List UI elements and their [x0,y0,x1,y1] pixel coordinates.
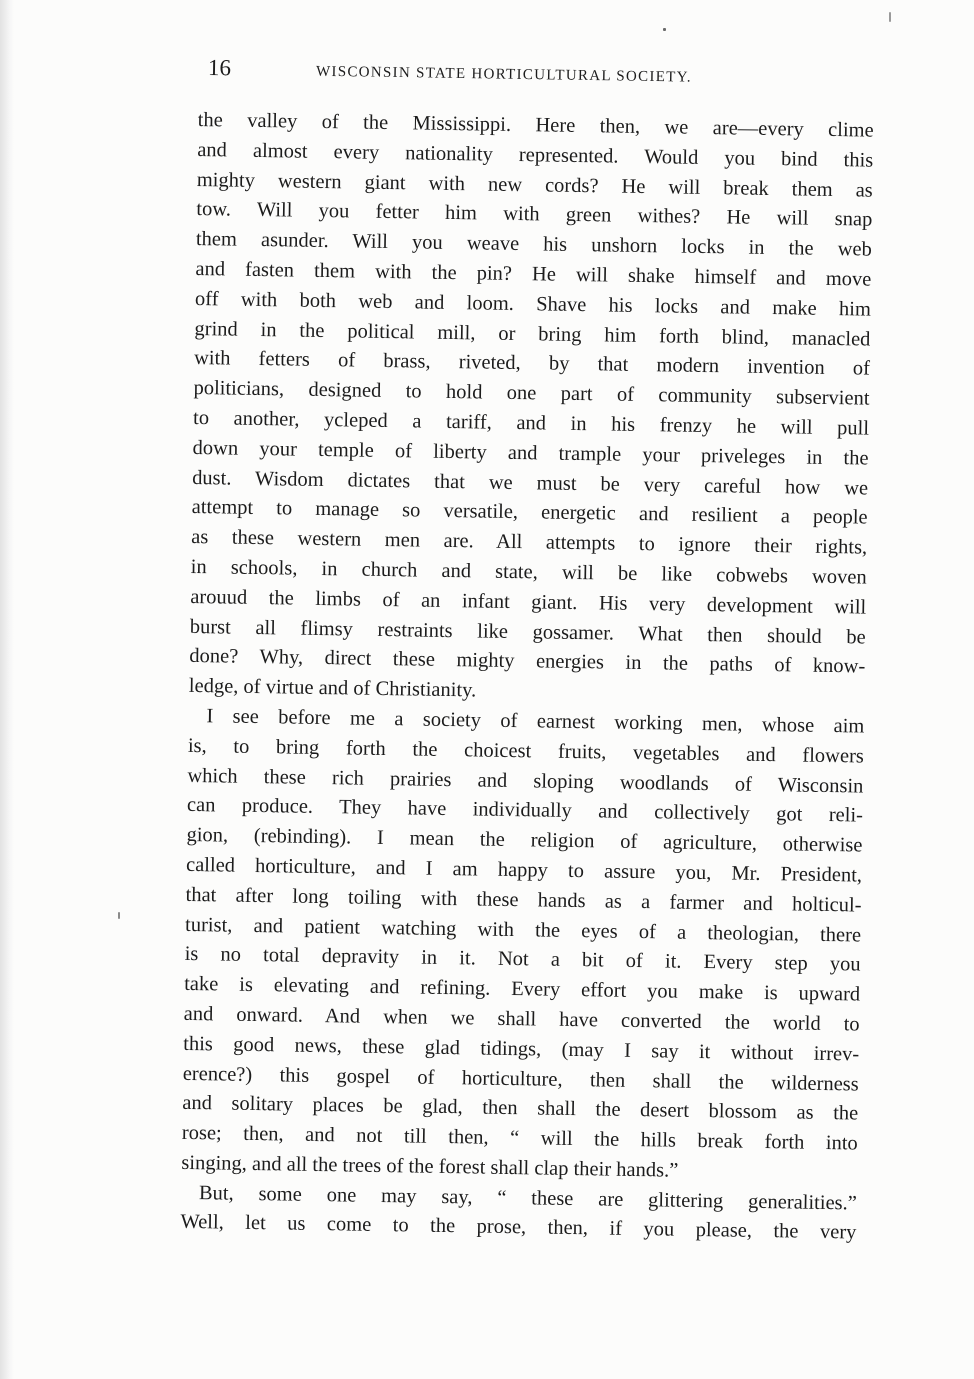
text-line: burst all flimsy restraints like gossamer. What then should be [189,615,866,649]
text-line: that after long toiling with these hands as a farmer and holticul- [185,883,862,917]
text-line: and almost every nationality represented. Would you bind this [197,138,874,172]
text-line: to another, ycleped a tariff, and in his frenzy he will pull [192,406,870,440]
text-line: and fasten them with the pin? He will shake himself and move [195,257,872,291]
text-line: arouud the limbs of an infant giant. His very development will [190,585,867,619]
text-line: erence?) this gospel of horticulture, then shall the wilderness [182,1062,859,1095]
text-line: this good news, these glad tidings, (may I say it without irrev- [183,1032,860,1066]
paragraph-end-line: ledge, of virtue and of Christianity. [188,675,477,702]
text-line: done? Why, direct these mighty energies in the paths of know- [189,645,866,678]
text-line: politicians, designed to hold one part of community subservient [193,377,870,410]
scan-speck [889,12,891,22]
text-line: called horticulture, and I am happy to assure you, Mr. President, [185,853,863,887]
text-line: and onward. And when we shall have converted the world to [183,1002,860,1036]
text-line: as these western men are. All attempts to ignore their rights, [191,526,868,559]
text-line: is, to bring forth the choicest fruits, vegetables and flowers [187,734,865,768]
text-line: and solitary places be glad, then shall the desert blossom as the [182,1092,859,1125]
text-line: grind in the political mill, or bring him forth blind, manacled [194,317,871,351]
text-line: in schools, in church and state, will be like cobwebs woven [190,555,867,589]
paragraph-end-line: singing, and all the trees of the forest shall clap their hands.” [181,1151,679,1182]
text-line: is no total depravity in it. Not a bit of it. Every step you [184,943,861,976]
scan-speck [663,28,666,31]
text-line: with fetters of brass, riveted, by that modern invention of [193,347,871,380]
text-line: can produce. They have individually and collectively got reli- [186,794,864,827]
page-header [208,55,778,96]
text-line: mighty western giant with new cords? He will break them as [196,168,873,202]
text-line: them asunder. Will you weave his unshorn locks in the web [195,228,872,261]
body-text [180,106,874,1249]
page-number: 16 [207,55,232,81]
text-line: gion, (rebinding). I mean the religion of agriculture, otherwise [186,824,863,857]
text-line: the valley of the Mississippi. Here then, we are—every clime [197,108,874,142]
page-left-edge-shadow [0,0,14,1379]
running-head: WISCONSIN STATE HORTICULTURAL SOCIETY. [315,63,693,86]
text-line: attempt to manage so versatile, energetic and resilient a people [191,496,868,529]
text-line: dust. Wisdom dictates that we must be very careful how we [191,466,869,500]
paragraph-start-line: I see before me a society of earnest working men, whose aim [206,705,865,738]
text-line: which these rich prairies and sloping woodlands of Wisconsin [187,764,864,798]
text-line: rose; then, and not till then, “ will the hills break forth into [181,1121,858,1155]
scan-speck [118,912,120,919]
paragraph-start-line: But, some one may say, “ these are glittering generalities.” [198,1181,858,1215]
text-line: down your temple of liberty and trample your priveleges in the [192,436,869,470]
text-line: turist, and patient watching with the eyes of a theologian, there [184,913,862,947]
text-line: Well, let us come to the prose, then, if you please, the very [180,1211,857,1244]
text-line: off with both web and loom. Shave his locks and make him [194,287,872,321]
text-line: tow. Will you fetter him with green withes? He will snap [196,198,873,231]
text-line: take is elevating and refining. Every effort you make is upward [184,973,861,1006]
